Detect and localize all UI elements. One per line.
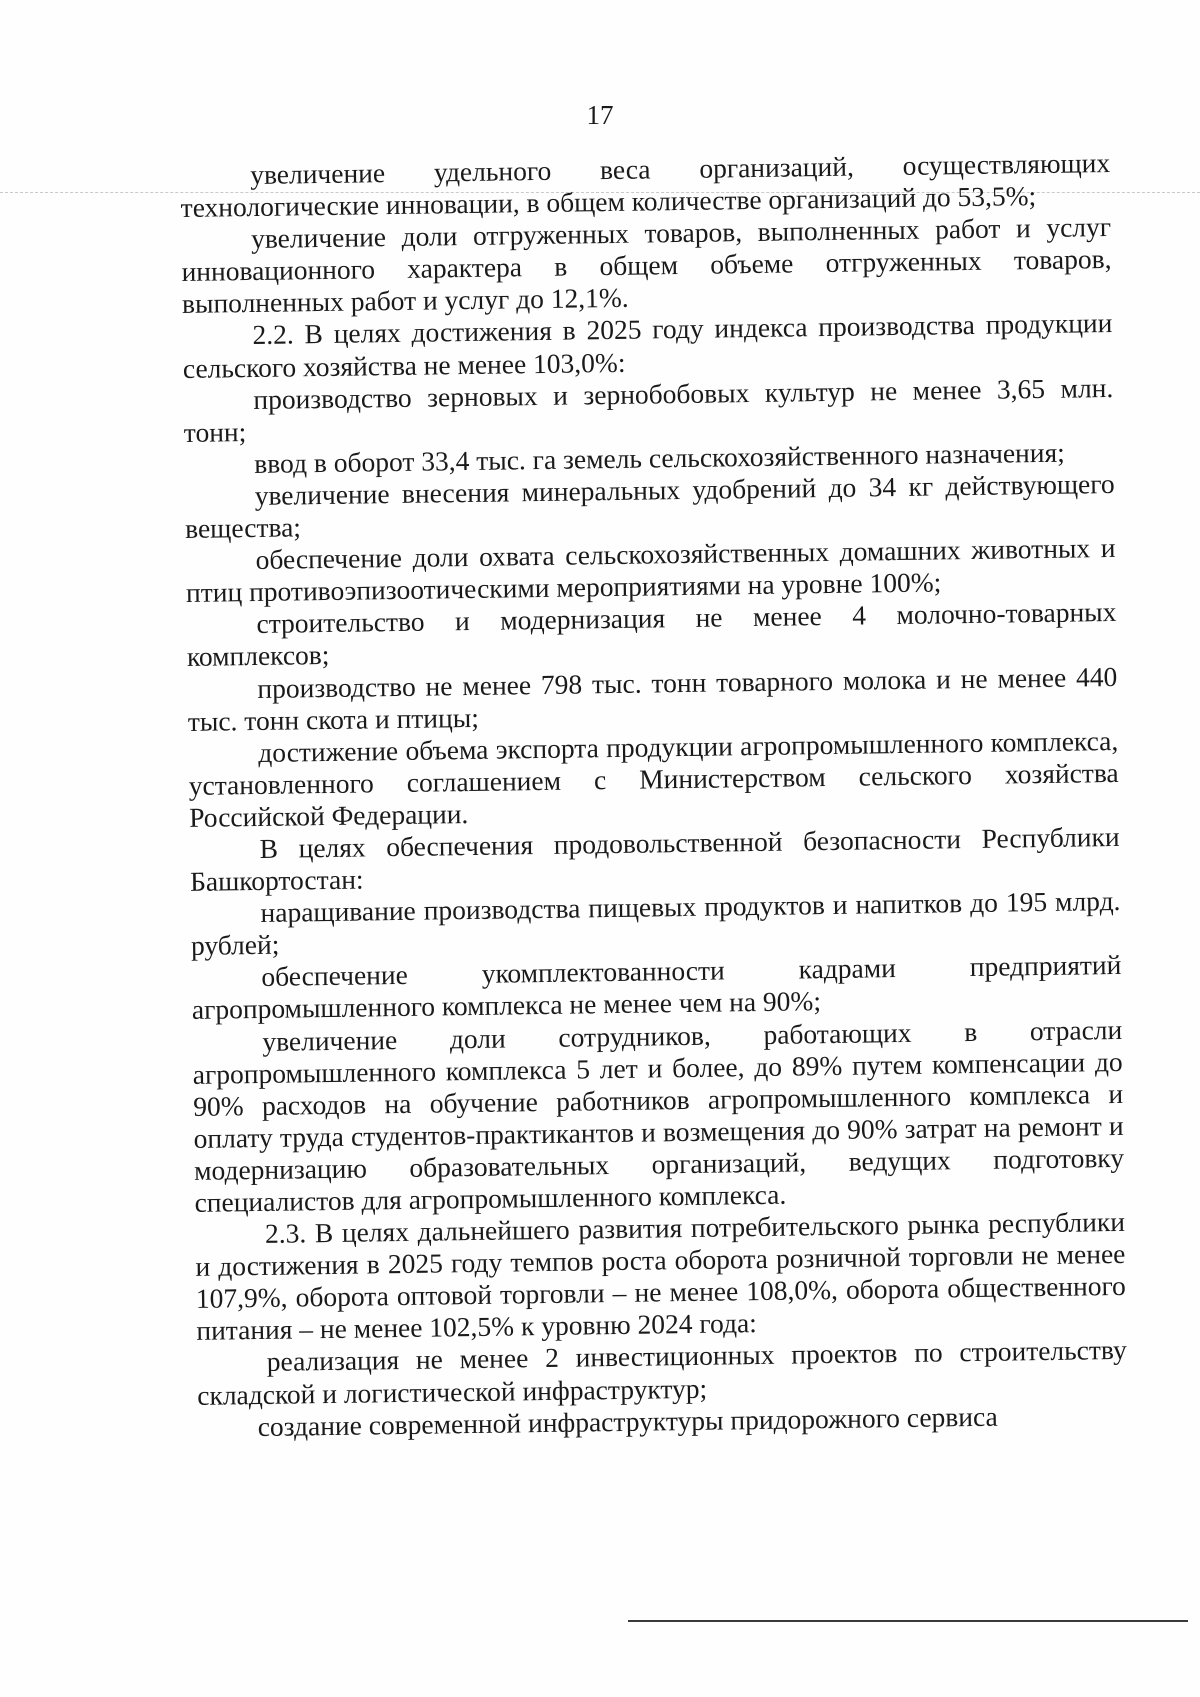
paragraph: достижение объема экспорта продукции агропромышленного комплекса, установленного соглашением с Министерством сельского хозяйства Российской Федерации. [188, 724, 1119, 833]
footer-rule [628, 1620, 1188, 1622]
paragraph: создание современной инфраструктуры придорожного сервиса [257, 1400, 998, 1442]
section-paragraph: 2.3. В целях дальнейшего развития потребительского рынка республики и достижения в 2025 году темпов роста оборота розничной торговли не менее 107,9%, оборота оптовой торговли – не менее 108,0%, оборота общественного питания – не менее 102,5% к уровню 2024 года: [195, 1206, 1127, 1347]
paragraph: увеличение удельного веса организаций, осуществляющих технологические инновации, в общем количестве организаций до 53,5%; [180, 147, 1111, 224]
paragraph: реализация не менее 2 инвестиционных проектов по строительству складской и логистической инфраструктур; [197, 1334, 1127, 1411]
page-number: 17 [586, 100, 614, 130]
paragraph: В целях обеспечения продовольственной безопасности Республики Башкортостан: [189, 820, 1120, 897]
paragraph: ввод в оборот 33,4 тыс. га земель сельскохозяйственного назначения; [254, 436, 1065, 479]
paragraph: обеспечение укомплектованности кадрами предприятий агропромышленного комплекса не менее чем на 90%; [191, 949, 1122, 1026]
paragraph: строительство и модернизация не менее 4 молочно-товарных комплексов; [186, 596, 1117, 673]
paragraph: производство не менее 798 тыс. тонн товарного молока и не менее 440 тыс. тонн скота и птицы; [187, 660, 1118, 737]
paragraph: наращивание производства пищевых продуктов и напитков до 195 млрд. рублей; [190, 885, 1121, 962]
paragraph: производство зерновых и зернобобовых культур не менее 3,65 млн. тонн; [183, 371, 1114, 448]
paragraph: обеспечение доли охвата сельскохозяйственных домашних животных и птиц противоэпизоотическими мероприятиями на уровне 100%; [185, 532, 1116, 609]
paragraph: увеличение доли сотрудников, работающих в отрасли агропромышленного комплекса 5 лет и более, до 89% путем компенсации до 90% расходов на обучение работников агропромышленного комплекса и оплату труда студентов-практикантов и возмещения до 90% затрат на ремонт и модернизацию образовательных организаций, ведущих подготовку специалистов для агропромышленного комплекса. [192, 1013, 1125, 1218]
paragraph: увеличение доли отгруженных товаров, выполненных работ и услуг инновационного характера в общем объеме отгруженных товаров, выполненных работ и услуг до 12,1%. [181, 211, 1112, 320]
section-paragraph: 2.2. В целях достижения в 2025 году индекса производства продукции сельского хозяйства не менее 103,0%: [182, 307, 1113, 384]
paragraph: увеличение внесения минеральных удобрений до 34 кг действующего вещества; [184, 467, 1115, 544]
document-body [180, 147, 1128, 1444]
